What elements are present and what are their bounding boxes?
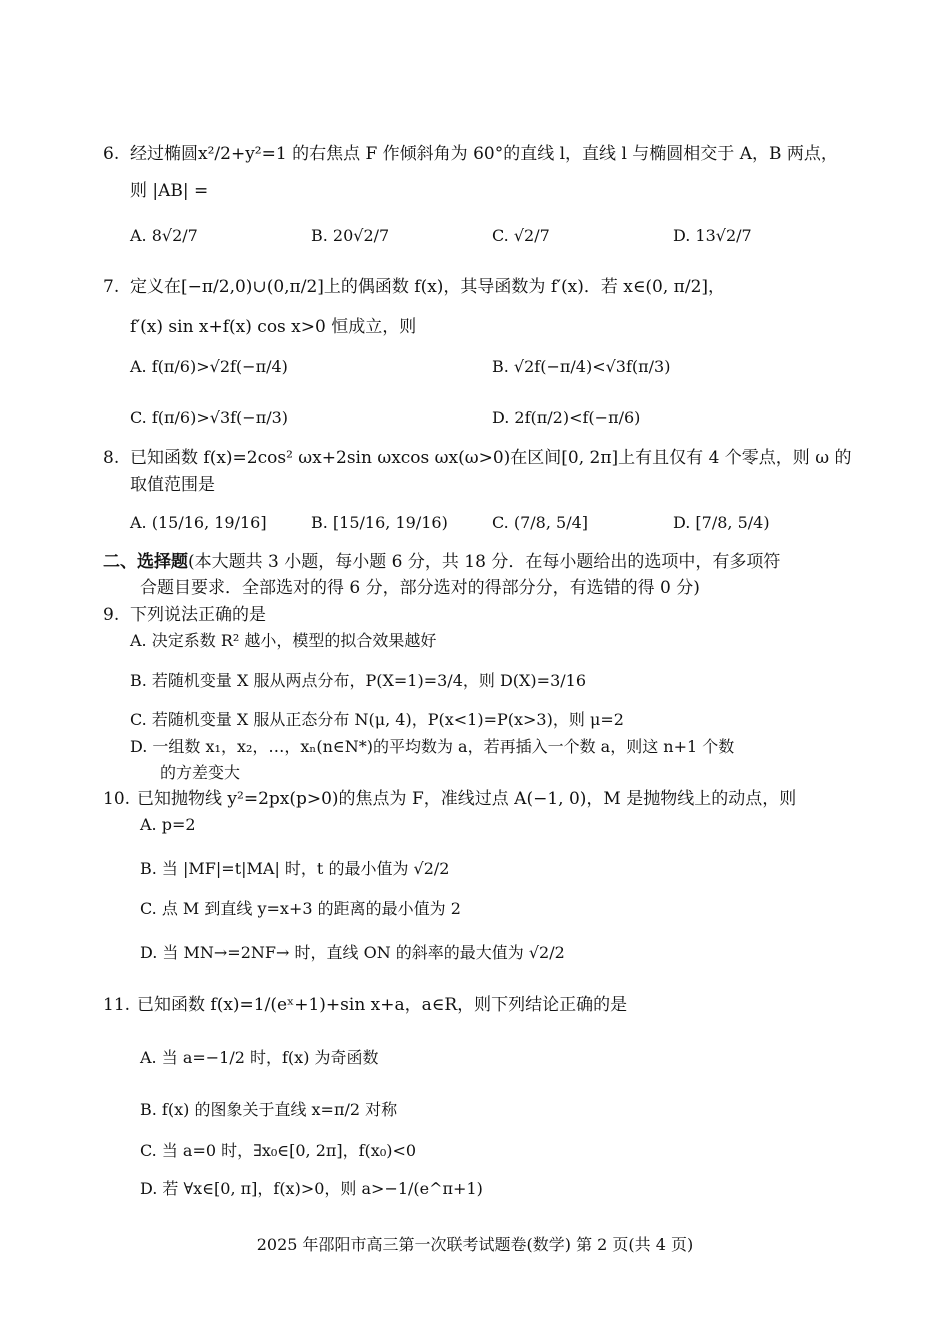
q8-stem-cont: 取值范围是 <box>130 475 215 495</box>
q9-option-d-cont: 的方差变大 <box>160 763 241 782</box>
section2-header <box>103 551 780 573</box>
q6-number: 6. <box>103 144 120 164</box>
q9-option-c: C. 若随机变量 X 服从正态分布 N(μ, 4)，P(x<1)=P(x>3)，则 μ=2 <box>130 710 624 729</box>
q10-option-c: C. 点 M 到直线 y=x+3 的距离的最小值为 2 <box>140 899 461 918</box>
q11-stem: 已知函数 f(x)=1/(eˣ+1)+sin x+a，a∈R，则下列结论正确的是 <box>137 995 628 1015</box>
q9-option-a: A. 决定系数 R² 越小，模型的拟合效果越好 <box>130 631 437 650</box>
section2-desc-cont: 合题目要求．全部选对的得 6 分，部分选对的得部分分，有选错的得 0 分) <box>140 578 700 598</box>
q8-option-b: B. [15/16, 19/16) <box>311 513 448 532</box>
q9-option-d: D. 一组数 x₁，x₂，…，xₙ(n∈N*)的平均数为 a，若再插入一个数 a，则这 n+1 个数 <box>130 737 735 756</box>
q9-option-b: B. 若随机变量 X 服从两点分布，P(X=1)=3/4，则 D(X)=3/16 <box>130 671 587 690</box>
q11-option-d: D. 若 ∀x∈[0, π]，f(x)>0，则 a>−1/(e^π+1) <box>140 1179 483 1198</box>
q6-option-a: A. 8√2/7 <box>130 226 198 245</box>
page-footer: 2025 年邵阳市高三第一次联考试题卷(数学) 第 2 页(共 4 页) <box>256 1235 694 1254</box>
q8-stem: 已知函数 f(x)=2cos² ωx+2sin ωxcos ωx(ω>0)在区间[0, 2π]上有且仅有 4 个零点，则 ω 的 <box>130 448 852 468</box>
q11-option-a: A. 当 a=−1/2 时，f(x) 为奇函数 <box>140 1048 379 1067</box>
q7-option-a: A. f(π/6)>√2f(−π/4) <box>130 357 288 376</box>
q9-number: 9. <box>103 605 120 625</box>
q8-option-a: A. (15/16, 19/16] <box>130 513 267 532</box>
q6-stem: 经过椭圆x²/2+y²=1 的右焦点 F 作倾斜角为 60°的直线 l，直线 l 与椭圆相交于 A，B 两点， <box>130 144 838 164</box>
q10-option-d: D. 当 MN→=2NF→ 时，直线 ON 的斜率的最大值为 √2/2 <box>140 943 565 962</box>
q10-stem: 已知抛物线 y²=2px(p>0)的焦点为 F，准线过点 A(−1, 0)，M 是抛物线上的动点，则 <box>137 789 797 809</box>
section2-desc: (本大题共 3 小题，每小题 6 分，共 18 分．在每小题给出的选项中，有多项符 <box>188 552 781 572</box>
q7-option-d: D. 2f(π/2)<f(−π/6) <box>492 408 641 427</box>
q6-option-b: B. 20√2/7 <box>311 226 390 245</box>
q6-stem-cont: 则 |AB| = <box>130 181 209 201</box>
q6-option-c: C. √2/7 <box>492 226 550 245</box>
q9-stem: 下列说法正确的是 <box>130 605 266 625</box>
q10-option-b: B. 当 |MF|=t|MA| 时，t 的最小值为 √2/2 <box>140 859 450 878</box>
q8-option-c: C. (7/8, 5/4] <box>492 513 588 532</box>
q7-option-b: B. √2f(−π/4)<√3f(π/3) <box>492 357 671 376</box>
q7-option-c: C. f(π/6)>√3f(−π/3) <box>130 408 289 427</box>
q10-number: 10. <box>103 789 131 809</box>
q11-number: 11. <box>103 995 131 1015</box>
q8-option-d: D. [7/8, 5/4) <box>673 513 770 532</box>
q8-number: 8. <box>103 448 120 468</box>
q6-option-d: D. 13√2/7 <box>673 226 752 245</box>
q11-option-b: B. f(x) 的图象关于直线 x=π/2 对称 <box>140 1100 398 1119</box>
q11-option-c: C. 当 a=0 时，∃x₀∈[0, 2π]，f(x₀)<0 <box>140 1141 417 1160</box>
q10-option-a: A. p=2 <box>140 815 196 834</box>
q7-stem-cont: f′(x) sin x+f(x) cos x>0 恒成立，则 <box>130 317 417 337</box>
section2-title: 二、选择题 <box>103 552 188 572</box>
q7-number: 7. <box>103 277 120 297</box>
q7-stem: 定义在[−π/2,0)∪(0,π/2]上的偶函数 f(x)，其导函数为 f′(x)．若 x∈(0, π/2]， <box>130 277 726 297</box>
